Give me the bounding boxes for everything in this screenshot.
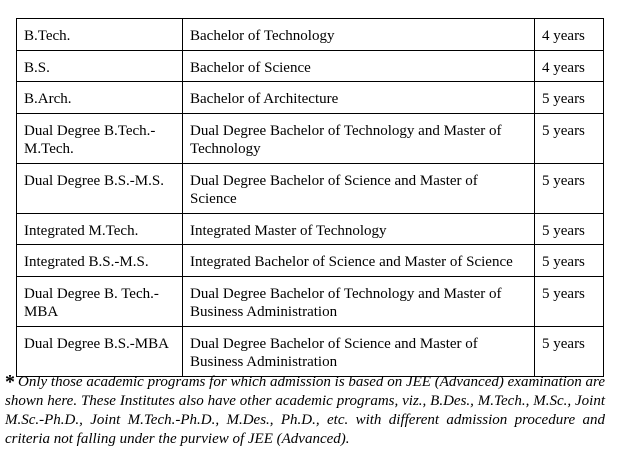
program-duration: 5 years [535, 113, 604, 163]
program-full-name: Bachelor of Technology [183, 19, 535, 51]
program-full-name: Dual Degree Bachelor of Science and Master of Business Administration [183, 326, 535, 376]
program-duration: 5 years [535, 245, 604, 277]
program-full-name: Bachelor of Architecture [183, 82, 535, 114]
program-full-name: Integrated Bachelor of Science and Master of Science [183, 245, 535, 277]
table-row [17, 19, 604, 51]
program-full-name: Dual Degree Bachelor of Technology and Master of Business Administration [183, 276, 535, 326]
program-abbreviation: B.Tech. [17, 19, 183, 51]
table-row [17, 326, 604, 376]
program-duration: 4 years [535, 19, 604, 51]
table-row [17, 163, 604, 213]
program-duration: 5 years [535, 82, 604, 114]
program-abbreviation: Dual Degree B.S.-M.S. [17, 163, 183, 213]
table-row [17, 113, 604, 163]
table-row [17, 245, 604, 277]
program-abbreviation: Integrated B.S.-M.S. [17, 245, 183, 277]
table-row [17, 276, 604, 326]
table-row [17, 50, 604, 82]
program-abbreviation: Integrated M.Tech. [17, 213, 183, 245]
footnote [5, 373, 605, 449]
program-full-name: Bachelor of Science [183, 50, 535, 82]
program-duration: 5 years [535, 326, 604, 376]
program-duration: 4 years [535, 50, 604, 82]
program-abbreviation: Dual Degree B. Tech.-MBA [17, 276, 183, 326]
program-duration: 5 years [535, 213, 604, 245]
table-row [17, 82, 604, 114]
program-duration: 5 years [535, 276, 604, 326]
program-abbreviation: B.S. [17, 50, 183, 82]
programs-table-body [17, 19, 604, 377]
program-full-name: Integrated Master of Technology [183, 213, 535, 245]
program-abbreviation: B.Arch. [17, 82, 183, 114]
program-duration: 5 years [535, 163, 604, 213]
footnote-asterisk: * [5, 371, 15, 393]
program-abbreviation: Dual Degree B.Tech.-M.Tech. [17, 113, 183, 163]
program-abbreviation: Dual Degree B.S.-MBA [17, 326, 183, 376]
program-full-name: Dual Degree Bachelor of Science and Master of Science [183, 163, 535, 213]
table-row [17, 213, 604, 245]
programs-table [16, 18, 604, 377]
program-full-name: Dual Degree Bachelor of Technology and Master of Technology [183, 113, 535, 163]
footnote-text: Only those academic programs for which admission is based on JEE (Advanced) examination are shown here. These Institutes also have other academic programs, viz., B.Des., M.Tech., M.Sc., Joint M.Sc.-Ph.D., Joint M.Tech.-Ph.D., M.Des., Ph.D., etc. with different admission procedure and criteria not falling under the purview of JEE (Advanced). [5, 374, 605, 447]
